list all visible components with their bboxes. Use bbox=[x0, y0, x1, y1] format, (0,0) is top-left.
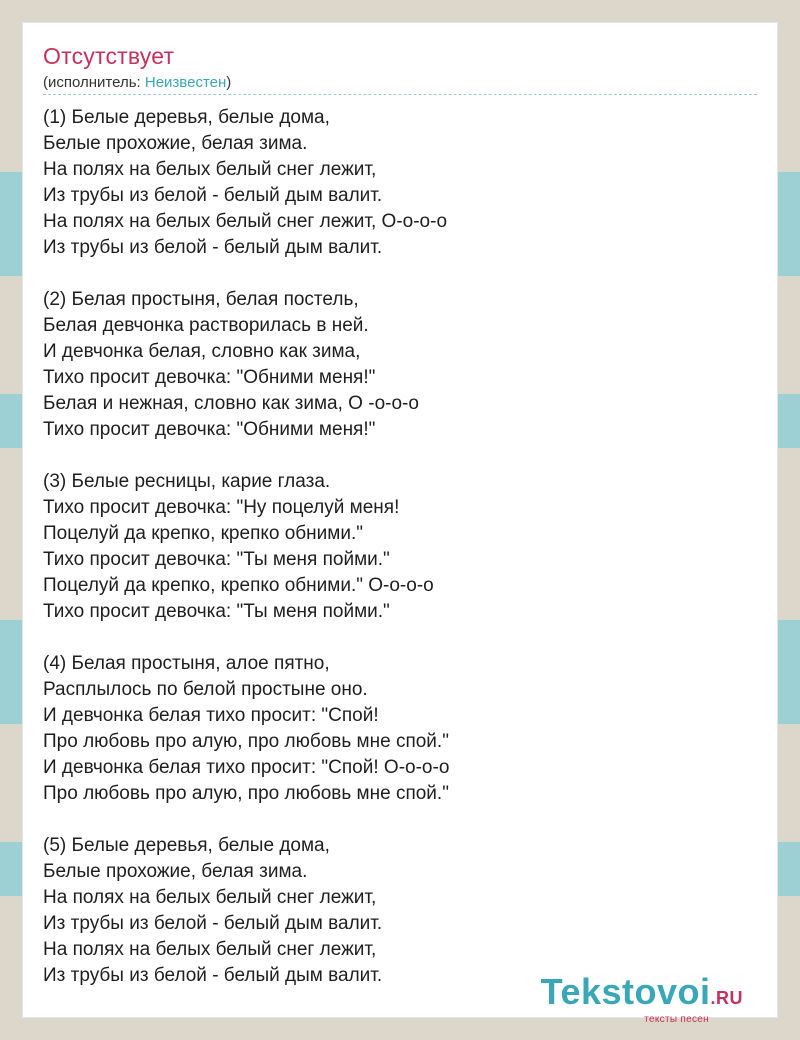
stanza bbox=[43, 469, 449, 625]
lyric-line: На полях на белых белый снег лежит, bbox=[43, 887, 377, 908]
lyrics-sheet bbox=[22, 22, 778, 1025]
lyric-line: Белые прохожие, белая зима. bbox=[43, 861, 308, 882]
performer-prefix: (исполнитель: bbox=[43, 74, 145, 91]
lyric-line: На полях на белых белый снег лежит, bbox=[43, 159, 377, 180]
site-logo bbox=[541, 973, 743, 1025]
lyric-line: Белые прохожие, белая зима. bbox=[43, 133, 308, 154]
logo-wordmark bbox=[541, 973, 743, 1017]
stanza bbox=[43, 651, 449, 807]
lyric-line: Поцелуй да крепко, крепко обними." bbox=[43, 523, 363, 544]
logo-subtitle: тексты песен bbox=[644, 1014, 709, 1025]
lyric-line: (3) Белые ресницы, карие глаза. bbox=[43, 471, 331, 492]
lyric-line: И девчонка белая, словно как зима, bbox=[43, 341, 361, 362]
lyrics-body bbox=[43, 105, 449, 1015]
logo-tld: .RU bbox=[710, 988, 743, 1008]
lyric-line: Про любовь про алую, про любовь мне спой." bbox=[43, 731, 449, 752]
lyric-line: Расплылось по белой простыне оно. bbox=[43, 679, 368, 700]
logo-main-text: Tekstovoi bbox=[540, 971, 711, 1012]
lyric-line: И девчонка белая тихо просит: "Спой! О-о-о-о bbox=[43, 757, 450, 778]
performer-suffix: ) bbox=[226, 74, 232, 91]
lyric-line: Тихо просит девочка: "Обними меня!" bbox=[43, 367, 376, 388]
title-separator bbox=[43, 94, 757, 95]
lyric-line: (4) Белая простыня, алое пятно, bbox=[43, 653, 330, 674]
lyric-line: На полях на белых белый снег лежит, bbox=[43, 939, 377, 960]
lyric-line: (5) Белые деревья, белые дома, bbox=[43, 835, 330, 856]
lyric-line: Белая девчонка растворилась в ней. bbox=[43, 315, 369, 336]
stanza bbox=[43, 105, 449, 261]
lyric-line: Из трубы из белой - белый дым валит. bbox=[43, 185, 383, 206]
lyric-line: Из трубы из белой - белый дым валит. bbox=[43, 237, 383, 258]
stanza bbox=[43, 833, 449, 989]
lyric-line: (2) Белая простыня, белая постель, bbox=[43, 289, 359, 310]
lyric-line: И девчонка белая тихо просит: "Спой! bbox=[43, 705, 379, 726]
lyric-line: Тихо просит девочка: "Ты меня пойми." bbox=[43, 549, 390, 570]
performer-name: Неизвестен bbox=[144, 74, 227, 91]
lyric-line: Тихо просит девочка: "Обними меня!" bbox=[43, 419, 376, 440]
lyric-line: На полях на белых белый снег лежит, О-о-о-о bbox=[43, 211, 448, 232]
lyric-line: Из трубы из белой - белый дым валит. bbox=[43, 965, 383, 986]
performer-line bbox=[43, 74, 231, 91]
lyric-line: Тихо просит девочка: "Ну поцелуй меня! bbox=[43, 497, 400, 518]
lyric-line: Белая и нежная, словно как зима, О -о-о-о bbox=[43, 393, 419, 414]
stanza bbox=[43, 287, 449, 443]
lyric-line: Про любовь про алую, про любовь мне спой." bbox=[43, 783, 449, 804]
lyric-line: Из трубы из белой - белый дым валит. bbox=[43, 913, 383, 934]
lyric-line: (1) Белые деревья, белые дома, bbox=[43, 107, 330, 128]
lyric-line: Тихо просит девочка: "Ты меня пойми." bbox=[43, 601, 390, 622]
lyric-line: Поцелуй да крепко, крепко обними." О-о-о-о bbox=[43, 575, 434, 596]
song-title: Отсутствует bbox=[43, 43, 175, 69]
